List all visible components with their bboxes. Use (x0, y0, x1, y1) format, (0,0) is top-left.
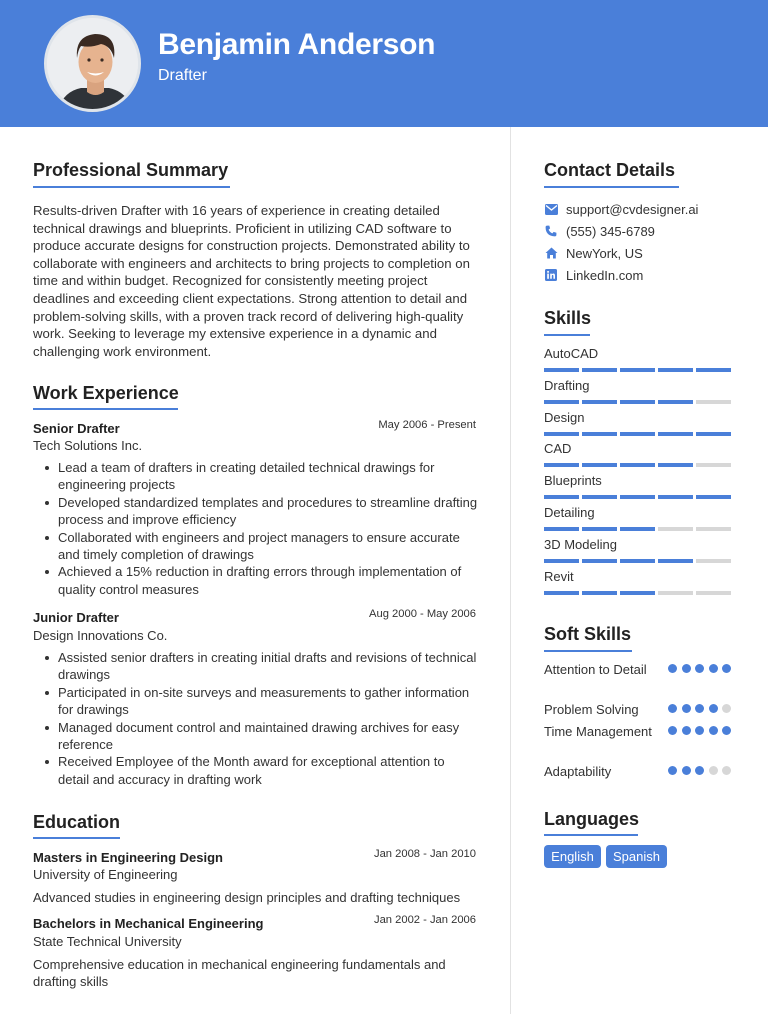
skill-name: 3D Modeling (544, 536, 617, 552)
skill-level-segment (620, 368, 655, 372)
job-bullets (33, 649, 478, 788)
experience-heading-underline (33, 408, 178, 410)
rating-dot (682, 704, 691, 713)
skill-level-segment (696, 591, 731, 595)
rating-dot (709, 766, 718, 775)
job-dates: May 2006 - Present (378, 419, 476, 431)
contact-email[interactable] (544, 201, 698, 217)
job-company: Tech Solutions Inc. (33, 438, 143, 453)
languages-heading-underline (544, 834, 638, 836)
soft-skill-rating (668, 766, 738, 776)
soft-skill-name: Adaptability (544, 764, 612, 779)
skill-name: AutoCAD (544, 346, 599, 361)
education-dates: Jan 2002 - Jan 2006 (373, 914, 476, 926)
school-name: University of Engineering (33, 867, 178, 882)
rating-dot (668, 766, 677, 775)
skill-level-segment (658, 432, 693, 436)
skill-level-segment (544, 368, 579, 372)
experience-heading: Work Experience (33, 383, 179, 403)
language-badge: English (544, 845, 601, 868)
linkedin-icon (544, 268, 558, 282)
degree-title: Masters in Engineering Design (33, 850, 223, 865)
skill-level-segment (544, 527, 579, 531)
list-item: Participated in on-site surveys and measurements to gather information for drawings (33, 684, 478, 719)
candidate-name: Benjamin Anderson (158, 28, 436, 61)
skill-level-segment (620, 400, 655, 404)
contact-heading: Contact Details (544, 160, 676, 180)
rating-dot (695, 766, 704, 775)
soft-skill-rating (668, 664, 738, 674)
contact-phone-text: (555) 345-6789 (566, 223, 655, 239)
skill-level-bar (544, 400, 734, 404)
rating-dot (668, 704, 677, 713)
skill-level-segment (620, 463, 655, 467)
skill-level-segment (582, 400, 617, 404)
skill-level-segment (658, 527, 693, 531)
education-heading-underline (33, 837, 120, 839)
skill-level-bar (544, 559, 734, 563)
skill-level-segment (620, 591, 655, 595)
soft-skill-rating (668, 726, 738, 736)
education-dates: Jan 2008 - Jan 2010 (373, 848, 476, 860)
list-item: Received Employee of the Month award for exceptional attention to detail and accuracy in drafting work (33, 753, 478, 788)
list-item: Lead a team of drafters in creating detailed technical drawings for engineering projects (33, 459, 478, 494)
rating-dot (709, 726, 718, 735)
skill-level-segment (696, 495, 731, 499)
summary-heading-underline (33, 186, 230, 188)
email-icon (544, 202, 558, 216)
job-dates: Aug 2000 - May 2006 (369, 608, 476, 620)
skill-level-segment (620, 495, 655, 499)
skill-level-bar (544, 432, 734, 436)
rating-dot (722, 766, 731, 775)
skill-level-segment (658, 591, 693, 595)
job-title: Junior Drafter (33, 610, 119, 625)
job-title: Senior Drafter (33, 421, 120, 436)
list-item: Collaborated with engineers and project managers to ensure accurate and timely completion of drawings (33, 529, 478, 564)
job-bullets (33, 459, 478, 598)
skill-level-segment (696, 463, 731, 467)
skill-level-segment (582, 495, 617, 499)
skill-level-segment (658, 400, 693, 404)
education-heading: Education (33, 812, 121, 832)
skills-heading: Skills (544, 308, 592, 328)
soft-skill-name: Problem Solving (544, 702, 639, 717)
school-name: State Technical University (33, 934, 182, 949)
language-badge: Spanish (606, 845, 667, 868)
skill-level-segment (620, 432, 655, 436)
skill-level-segment (544, 432, 579, 436)
skill-level-segment (544, 400, 579, 404)
soft-skills-heading: Soft Skills (544, 624, 632, 644)
skill-name: Drafting (544, 377, 590, 393)
contact-location-text: NewYork, US (566, 245, 643, 261)
skill-level-segment (544, 559, 579, 563)
degree-title: Bachelors in Mechanical Engineering (33, 916, 264, 931)
skill-level-bar (544, 463, 734, 467)
rating-dot (668, 664, 677, 673)
column-divider (510, 127, 511, 1014)
rating-dot (682, 766, 691, 775)
list-item: Developed standardized templates and procedures to streamline drafting process and improve efficiency (33, 494, 478, 529)
list-item: Managed document control and maintained drawing archives for easy reference (33, 719, 478, 754)
skill-level-segment (658, 463, 693, 467)
header-banner (0, 0, 768, 127)
skill-level-segment (696, 432, 731, 436)
skill-level-segment (582, 527, 617, 531)
contact-linkedin[interactable] (544, 267, 643, 283)
contact-linkedin-text: LinkedIn.com (566, 267, 644, 283)
skill-level-segment (658, 368, 693, 372)
home-icon (544, 246, 558, 260)
skill-name: Detailing (544, 505, 595, 520)
contact-phone[interactable] (544, 223, 655, 239)
rating-dot (682, 726, 691, 735)
skill-level-segment (658, 495, 693, 499)
skill-level-segment (696, 368, 731, 372)
rating-dot (709, 704, 718, 713)
skill-level-segment (544, 463, 579, 467)
candidate-role: Drafter (158, 67, 207, 84)
skill-name: Revit (544, 568, 574, 584)
rating-dot (722, 704, 731, 713)
contact-heading-underline (544, 186, 679, 188)
rating-dot (695, 664, 704, 673)
skill-name: CAD (544, 441, 572, 457)
skill-level-segment (582, 463, 617, 467)
skill-name: Design (544, 409, 585, 425)
summary-heading: Professional Summary (33, 160, 229, 180)
skill-level-segment (582, 432, 617, 436)
rating-dot (722, 726, 731, 735)
rating-dot (709, 664, 718, 673)
skill-level-segment (544, 591, 579, 595)
avatar (44, 15, 141, 112)
soft-skills-heading-underline (544, 650, 632, 652)
skill-level-segment (582, 368, 617, 372)
list-item: Achieved a 15% reduction in drafting errors through implementation of quality control measures (33, 563, 478, 598)
skill-name: Blueprints (544, 473, 602, 489)
summary-text: Results-driven Drafter with 16 years of experience in creating detailed technical drawings and blueprints. Proficient in utilizing CAD software to produce accurate designs for construction projects. Demonstrated ability to collaborate with engineers and architects to bring projects to completion on time and within budget. Recognized for consistently meeting project deadlines and exceeding client expectations. Strong attention to detail and problem-solving skills, with a proven track record of delivering high-quality work. Seeking to leverage my extensive experience in a dynamic and challenging work environment. (33, 203, 470, 359)
contact-location (544, 245, 643, 261)
contact-email-text: support@cvdesigner.ai (566, 201, 699, 217)
skill-level-segment (696, 400, 731, 404)
skill-level-segment (620, 559, 655, 563)
education-description: Comprehensive education in mechanical engineering fundamentals and drafting skills (33, 957, 446, 990)
skill-level-segment (696, 527, 731, 531)
skill-level-bar (544, 527, 734, 531)
soft-skill-name: Time Management (544, 724, 652, 739)
skill-level-segment (658, 559, 693, 563)
languages-heading: Languages (544, 809, 640, 829)
skill-level-segment (620, 527, 655, 531)
skill-level-segment (696, 559, 731, 563)
skill-level-bar (544, 591, 734, 595)
skill-level-bar (544, 368, 734, 372)
job-company: Design Innovations Co. (33, 628, 168, 643)
rating-dot (695, 726, 704, 735)
list-item: Assisted senior drafters in creating initial drafts and revisions of technical drawings (33, 649, 478, 684)
soft-skill-rating (668, 704, 738, 714)
skill-level-segment (582, 591, 617, 595)
skill-level-segment (582, 559, 617, 563)
rating-dot (722, 664, 731, 673)
skill-level-segment (544, 495, 579, 499)
rating-dot (695, 704, 704, 713)
rating-dot (668, 726, 677, 735)
skill-level-bar (544, 495, 734, 499)
soft-skill-name: Attention to Detail (544, 662, 647, 677)
rating-dot (682, 664, 691, 673)
phone-icon (544, 224, 558, 238)
skills-heading-underline (544, 334, 590, 336)
education-description: Advanced studies in engineering design principles and drafting techniques (33, 890, 461, 905)
